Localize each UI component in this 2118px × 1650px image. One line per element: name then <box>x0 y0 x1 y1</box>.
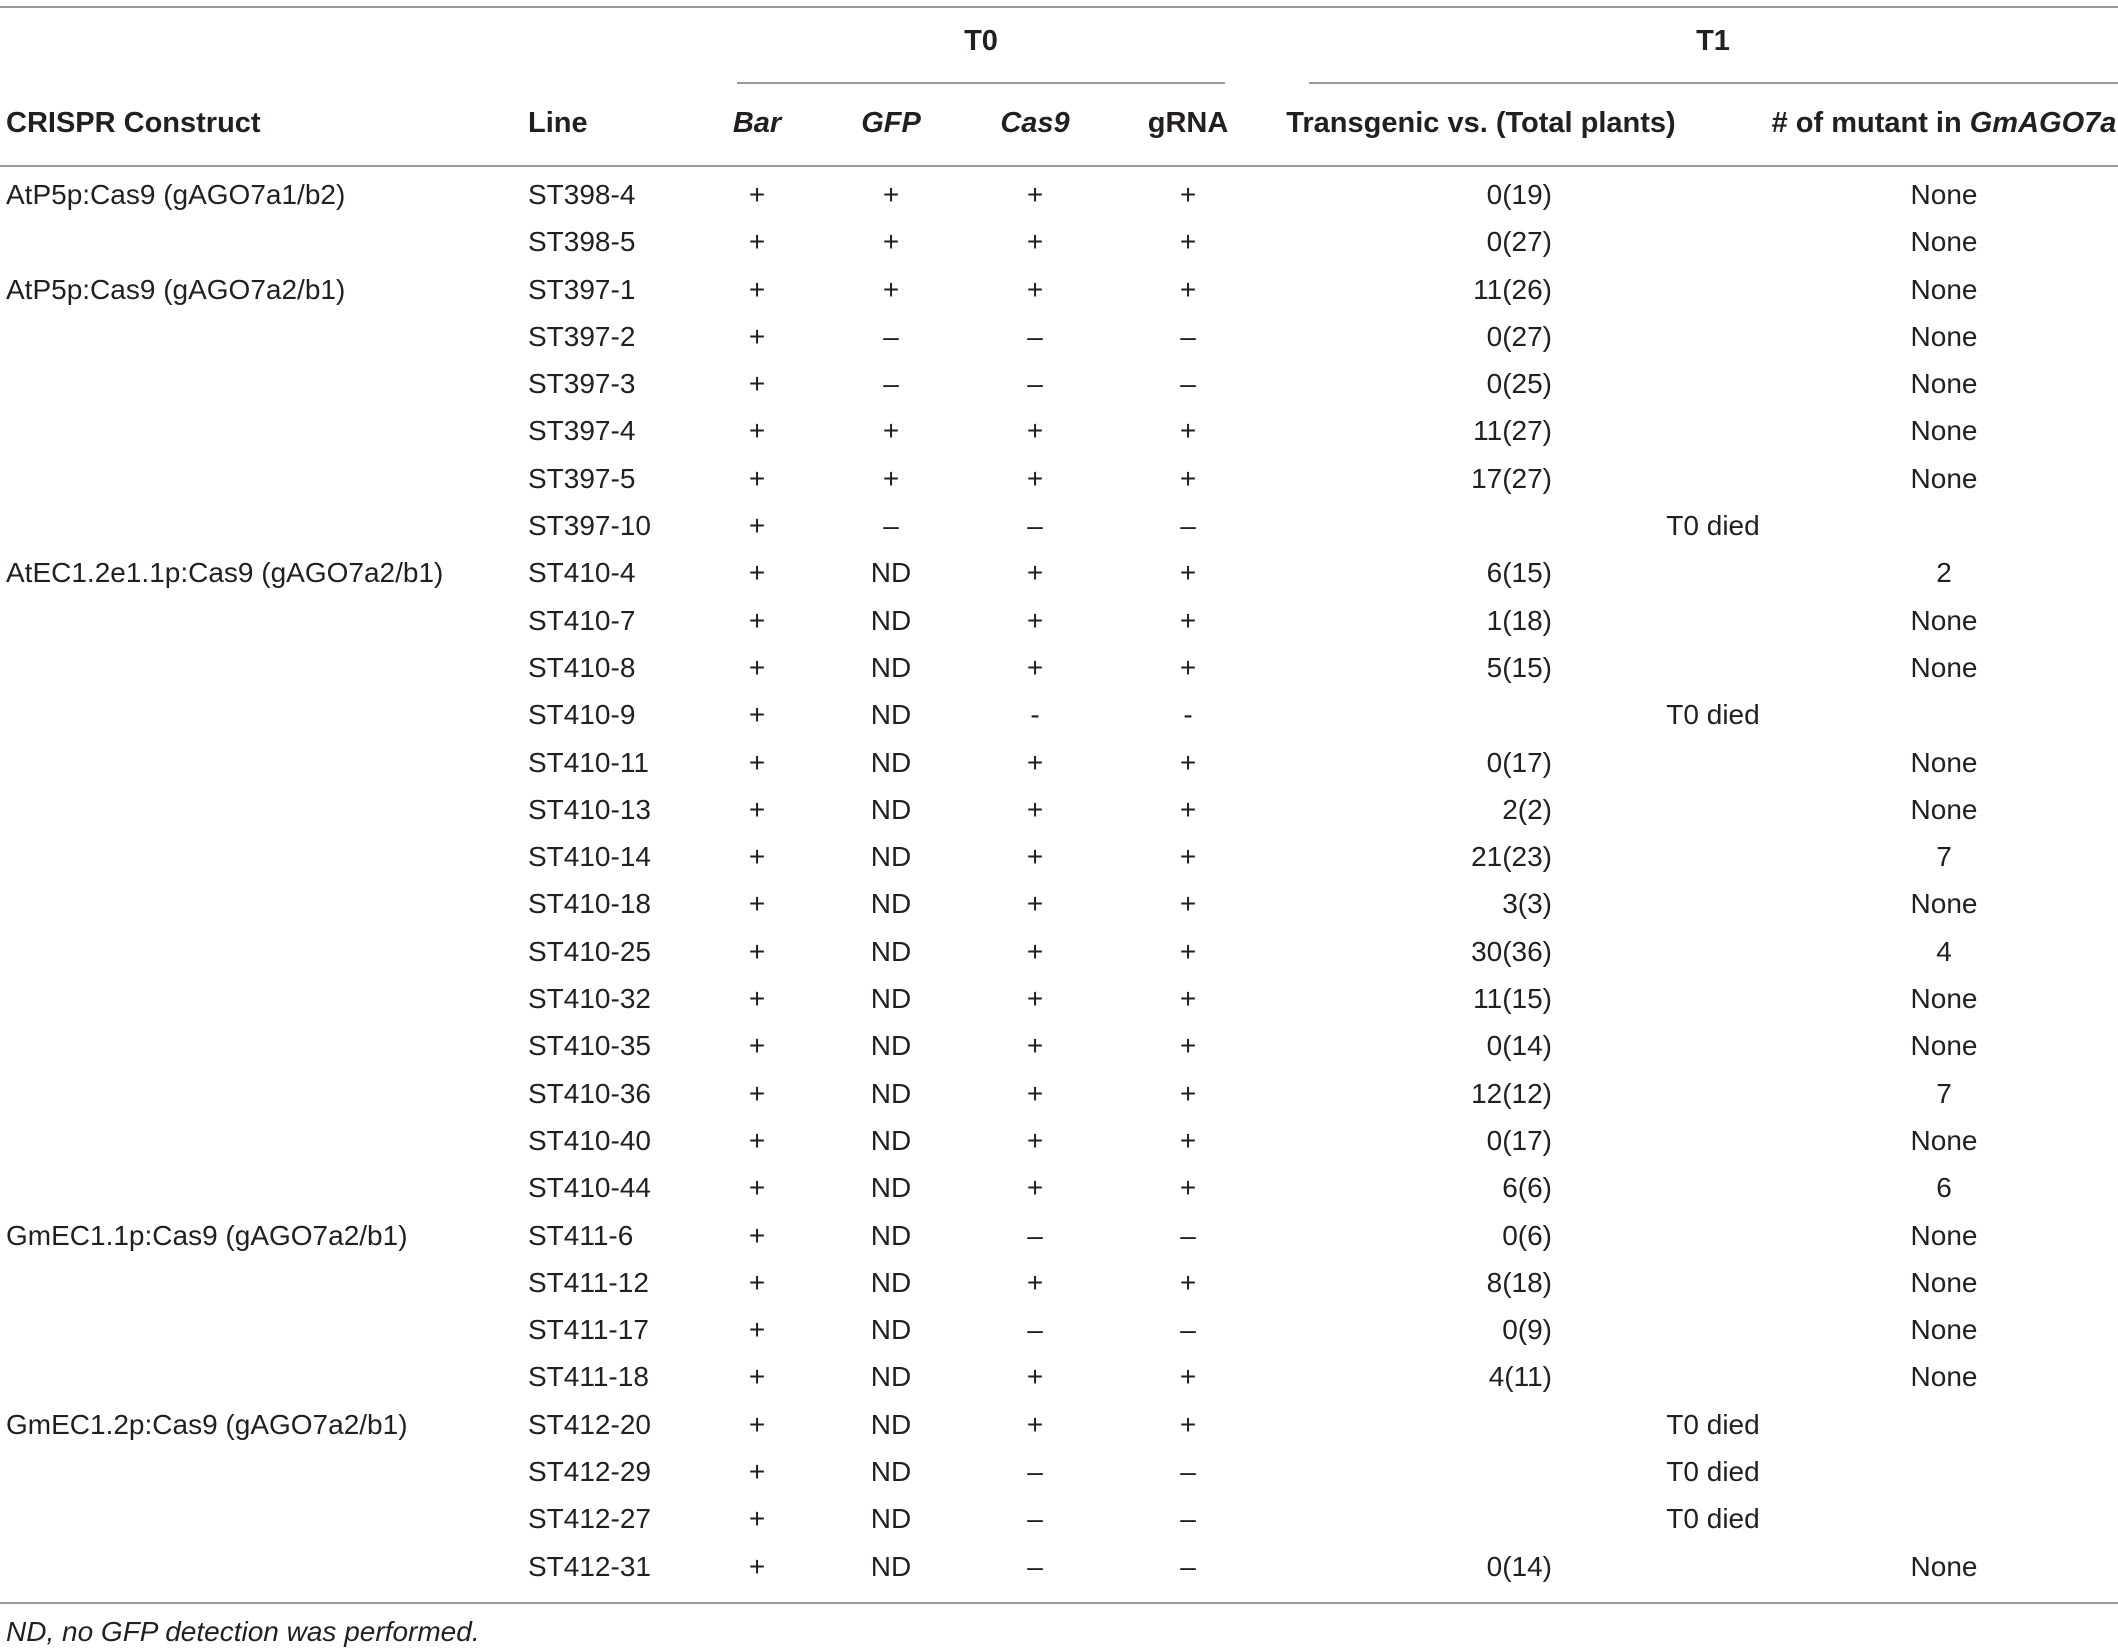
cell-bar-text: + <box>748 226 766 258</box>
cell-mutant-text: None <box>1910 793 1978 825</box>
table-row <box>0 1216 2118 1263</box>
cell-transgenic-text: 3(3) <box>1502 888 1552 920</box>
cell-bar-text: + <box>748 179 766 210</box>
cell-mutant-text: None <box>1910 1314 1978 1346</box>
cell-line: ST397-5 <box>528 462 636 494</box>
table-row <box>0 1074 2118 1121</box>
cell-mutant-text: None <box>1910 415 1978 447</box>
table-row <box>0 1452 2118 1499</box>
table-row <box>0 459 2118 506</box>
cell-construct: GmEC1.2p:Cas9 (gAGO7a2/b1) <box>6 1408 408 1440</box>
table-row <box>0 648 2118 695</box>
cell-cas9-text: + <box>1026 604 1044 636</box>
cell-grna-text: + <box>1179 1172 1197 1204</box>
cell-transgenic-text: 0(17) <box>1486 1124 1552 1156</box>
cell-gfp-text: ND <box>870 888 912 920</box>
cell-cas9-text: + <box>1026 1030 1044 1062</box>
table-row <box>0 270 2118 317</box>
cell-bar-text: + <box>748 1456 766 1488</box>
column-header-transgenic: Transgenic vs. (Total plants) <box>1286 107 1676 139</box>
cell-bar-text: + <box>748 699 766 731</box>
table-row <box>0 506 2118 553</box>
group-header-t0: T0 <box>964 25 998 57</box>
cell-gfp-text: ND <box>870 746 912 778</box>
cell-grna-text: + <box>1179 1124 1197 1156</box>
cell-cas9-text: + <box>1026 1361 1044 1393</box>
cell-grna-text: – <box>1180 1314 1196 1346</box>
cell-mutant-text: None <box>1910 651 1978 683</box>
table-row <box>0 222 2118 269</box>
cell-transgenic-text: 2(2) <box>1502 793 1552 825</box>
cell-line: ST410-25 <box>528 935 651 967</box>
cell-gfp-text: ND <box>870 1456 912 1488</box>
cell-mutant-text: 6 <box>1936 1172 1952 1204</box>
cell-line: ST412-27 <box>528 1503 651 1535</box>
cell-gfp-text: + <box>882 179 900 210</box>
cell-construct: AtP5p:Cas9 (gAGO7a1/b2) <box>6 179 346 210</box>
cell-bar-text: + <box>748 935 766 967</box>
cell-mutant-text: None <box>1910 604 1978 636</box>
column-header-line: Line <box>528 107 588 139</box>
cell-cas9-text: + <box>1026 557 1044 589</box>
column-header-bar: Bar <box>732 107 782 139</box>
cell-mutant-text: None <box>1910 320 1978 352</box>
column-header-mutant-prefix: # of mutant in <box>1771 107 1970 139</box>
cell-cas9-text: + <box>1026 983 1044 1015</box>
cell-bar-text: + <box>748 841 766 873</box>
table-row <box>0 1357 2118 1404</box>
cell-bar-text: + <box>748 1172 766 1204</box>
cell-gfp-text: ND <box>870 935 912 967</box>
table-row <box>0 1263 2118 1310</box>
table-bottom-rule <box>0 1602 2118 1604</box>
table-row <box>0 1547 2118 1594</box>
cell-cas9-text: + <box>1026 226 1044 258</box>
cell-mutant-text: 2 <box>1936 557 1952 589</box>
cell-line: ST412-29 <box>528 1456 651 1488</box>
cell-bar-text: + <box>748 510 766 542</box>
cell-gfp-text: ND <box>870 557 912 589</box>
cell-transgenic-text: 5(15) <box>1486 651 1552 683</box>
cell-grna-text: + <box>1179 462 1197 494</box>
cell-bar-text: + <box>748 1030 766 1062</box>
cell-transgenic-text: 0(27) <box>1486 320 1552 352</box>
cell-line: ST398-4 <box>528 179 636 210</box>
cell-transgenic-text: 0(14) <box>1486 1030 1552 1062</box>
cell-line: ST410-9 <box>528 699 636 731</box>
cell-line: ST412-20 <box>528 1408 651 1440</box>
cell-transgenic-text: 0(9) <box>1502 1314 1552 1346</box>
cell-mutant-text: None <box>1910 983 1978 1015</box>
cell-line: ST410-11 <box>528 746 649 778</box>
cell-mutant-text: None <box>1910 888 1978 920</box>
cell-gfp-text: ND <box>870 841 912 873</box>
cell-cas9-text: + <box>1026 651 1044 683</box>
cell-cas9-text: – <box>1027 1314 1043 1346</box>
table-row <box>0 837 2118 884</box>
cell-gfp-text: ND <box>870 604 912 636</box>
group-rule-t1 <box>1309 82 2118 84</box>
cell-transgenic-text: 17(27) <box>1471 462 1552 494</box>
column-header-grna: gRNA <box>1147 107 1229 139</box>
cell-gfp-text: + <box>882 462 900 494</box>
cell-grna-text: + <box>1179 557 1197 589</box>
cell-cas9-text: + <box>1026 1266 1044 1298</box>
table-row <box>0 884 2118 931</box>
cell-transgenic-text: 1(18) <box>1486 604 1552 636</box>
cell-gfp-text: – <box>883 510 899 542</box>
cell-cas9-text: + <box>1026 273 1044 305</box>
cell-gfp-text: ND <box>870 1314 912 1346</box>
cell-grna-text: + <box>1179 1408 1197 1440</box>
cell-gfp-text: ND <box>870 1124 912 1156</box>
cell-cas9-text: + <box>1026 179 1044 210</box>
cell-grna-text: + <box>1179 226 1197 258</box>
cell-bar-text: + <box>748 651 766 683</box>
table-row <box>0 175 2118 222</box>
table-row <box>0 932 2118 979</box>
cell-grna-text: – <box>1180 368 1196 400</box>
column-header-cas9: Cas9 <box>1000 107 1070 139</box>
cell-transgenic-text: 0(17) <box>1486 746 1552 778</box>
cell-mutant-text: None <box>1910 1266 1978 1298</box>
cell-gfp-text: ND <box>870 793 912 825</box>
cell-mutant-text: 7 <box>1936 1077 1952 1109</box>
table-row <box>0 1168 2118 1215</box>
cell-died-text: T0 died <box>1666 510 1760 542</box>
cell-cas9-text: + <box>1026 888 1044 920</box>
cell-cas9-text: – <box>1027 1219 1043 1251</box>
cell-mutant-text: None <box>1910 179 1978 210</box>
cell-transgenic-text: 8(18) <box>1486 1266 1552 1298</box>
cell-cas9-text: - <box>1030 699 1040 731</box>
cell-bar-text: + <box>748 557 766 589</box>
cell-line: ST410-4 <box>528 557 636 589</box>
cell-cas9-text: + <box>1026 1124 1044 1156</box>
cell-died-text: T0 died <box>1666 1456 1760 1488</box>
cell-line: ST410-13 <box>528 793 651 825</box>
cell-mutant-text: None <box>1910 1361 1978 1393</box>
cell-cas9-text: – <box>1027 320 1043 352</box>
cell-cas9-text: + <box>1026 793 1044 825</box>
cell-gfp-text: + <box>882 415 900 447</box>
table-row <box>0 1405 2118 1452</box>
cell-grna-text: + <box>1179 935 1197 967</box>
cell-bar-text: + <box>748 1550 766 1582</box>
table-row <box>0 364 2118 411</box>
cell-died-text: T0 died <box>1666 1503 1760 1535</box>
cell-mutant-text: None <box>1910 746 1978 778</box>
cell-bar-text: + <box>748 793 766 825</box>
cell-grna-text: – <box>1180 510 1196 542</box>
cell-line: ST397-1 <box>528 273 636 305</box>
cell-bar-text: + <box>748 1124 766 1156</box>
cell-line: ST410-40 <box>528 1124 651 1156</box>
cell-transgenic-text: 12(12) <box>1471 1077 1552 1109</box>
cell-line: ST411-17 <box>528 1314 649 1346</box>
cell-bar-text: + <box>748 983 766 1015</box>
cell-line: ST397-3 <box>528 368 636 400</box>
cell-gfp-text: + <box>882 226 900 258</box>
cell-gfp-text: ND <box>870 1266 912 1298</box>
cell-bar-text: + <box>748 746 766 778</box>
cell-bar-text: + <box>748 368 766 400</box>
column-header-mutant-gene: GmAGO7a <box>1969 107 2117 139</box>
cell-cas9-text: + <box>1026 462 1044 494</box>
cell-bar-text: + <box>748 320 766 352</box>
cell-cas9-text: – <box>1027 510 1043 542</box>
cell-gfp-text: ND <box>870 651 912 683</box>
cell-grna-text: – <box>1180 1219 1196 1251</box>
cell-line: ST412-31 <box>528 1550 651 1582</box>
cell-line: ST397-4 <box>528 415 636 447</box>
column-header-construct: CRISPR Construct <box>6 107 261 139</box>
cell-cas9-text: + <box>1026 746 1044 778</box>
cell-gfp-text: ND <box>870 1077 912 1109</box>
column-header-gfp: GFP <box>861 107 921 139</box>
cell-transgenic-text: 4(11) <box>1488 1361 1552 1393</box>
group-rule-t0 <box>737 82 1225 84</box>
cell-line: ST410-7 <box>528 604 636 636</box>
cell-cas9-text: + <box>1026 415 1044 447</box>
table-row <box>0 695 2118 742</box>
cell-gfp-text: ND <box>870 1361 912 1393</box>
cell-gfp-text: ND <box>870 1030 912 1062</box>
cell-bar-text: + <box>748 888 766 920</box>
cell-line: ST410-32 <box>528 983 651 1015</box>
cell-mutant-text: None <box>1910 1550 1978 1582</box>
cell-grna-text: + <box>1179 1077 1197 1109</box>
cell-gfp-text: ND <box>870 1172 912 1204</box>
table-row <box>0 979 2118 1026</box>
table-top-rule <box>0 6 2118 8</box>
cell-bar-text: + <box>748 1361 766 1393</box>
table-row <box>0 553 2118 600</box>
cell-mutant-text: None <box>1910 226 1978 258</box>
table-row <box>0 601 2118 648</box>
cell-transgenic-text: 11(15) <box>1473 983 1552 1015</box>
table-row <box>0 317 2118 364</box>
cell-cas9-text: – <box>1027 1550 1043 1582</box>
cell-bar-text: + <box>748 462 766 494</box>
cell-mutant-text: None <box>1910 1219 1978 1251</box>
table-footnote: ND, no GFP detection was performed. <box>6 1616 480 1647</box>
cell-died-text: T0 died <box>1666 699 1760 731</box>
cell-transgenic-text: 11(26) <box>1473 273 1552 305</box>
cell-cas9-text: + <box>1026 935 1044 967</box>
cell-cas9-text: + <box>1026 1408 1044 1440</box>
cell-gfp-text: ND <box>870 1503 912 1535</box>
cell-died-text: T0 died <box>1666 1408 1760 1440</box>
cell-gfp-text: ND <box>870 983 912 1015</box>
cell-cas9-text: – <box>1027 1503 1043 1535</box>
table-row <box>0 1121 2118 1168</box>
cell-cas9-text: – <box>1027 1456 1043 1488</box>
cell-cas9-text: + <box>1026 841 1044 873</box>
cell-gfp-text: ND <box>870 1408 912 1440</box>
cell-bar-text: + <box>748 273 766 305</box>
cell-gfp-text: – <box>883 320 899 352</box>
cell-line: ST398-5 <box>528 226 636 258</box>
cell-transgenic-text: 0(19) <box>1486 179 1552 210</box>
cell-mutant-text: 7 <box>1936 841 1952 873</box>
cell-mutant-text: None <box>1910 462 1978 494</box>
cell-transgenic-text: 0(27) <box>1486 226 1552 258</box>
cell-line: ST397-2 <box>528 320 636 352</box>
cell-grna-text: + <box>1179 888 1197 920</box>
header-rule <box>0 165 2118 167</box>
cell-gfp-text: ND <box>870 1550 912 1582</box>
cell-line: ST411-6 <box>528 1219 634 1251</box>
cell-grna-text: + <box>1179 415 1197 447</box>
table-row <box>0 1310 2118 1357</box>
cell-grna-text: + <box>1179 1030 1197 1062</box>
cell-bar-text: + <box>748 1503 766 1535</box>
table-row <box>0 790 2118 837</box>
cell-mutant-text: 4 <box>1936 935 1952 967</box>
cell-transgenic-text: 6(15) <box>1486 557 1552 589</box>
cell-transgenic-text: 0(25) <box>1486 368 1552 400</box>
table-body <box>0 175 2118 1594</box>
cell-bar-text: + <box>748 1314 766 1346</box>
cell-line: ST410-36 <box>528 1077 651 1109</box>
cell-mutant-text: None <box>1910 1030 1978 1062</box>
cell-transgenic-text: 11(27) <box>1473 415 1552 447</box>
cell-line: ST410-14 <box>528 841 651 873</box>
cell-grna-text: - <box>1183 699 1193 731</box>
cell-gfp-text: ND <box>870 699 912 731</box>
table-row <box>0 411 2118 458</box>
cell-transgenic-text: 0(6) <box>1502 1219 1552 1251</box>
cell-grna-text: + <box>1179 1266 1197 1298</box>
cell-construct: AtP5p:Cas9 (gAGO7a2/b1) <box>6 273 346 305</box>
cell-cas9-text: – <box>1027 368 1043 400</box>
cell-bar-text: + <box>748 604 766 636</box>
column-header-mutant <box>1772 106 2117 140</box>
cell-transgenic-text: 0(14) <box>1486 1550 1552 1582</box>
cell-grna-text: + <box>1179 1361 1197 1393</box>
table-row <box>0 1499 2118 1546</box>
cell-grna-text: + <box>1179 179 1197 210</box>
cell-line: ST410-18 <box>528 888 651 920</box>
table-row <box>0 1026 2118 1073</box>
cell-transgenic-text: 30(36) <box>1471 935 1552 967</box>
cell-cas9-text: + <box>1026 1077 1044 1109</box>
cell-grna-text: + <box>1179 273 1197 305</box>
cell-grna-text: + <box>1179 651 1197 683</box>
group-header-t1: T1 <box>1696 25 1730 57</box>
cell-transgenic-text: 6(6) <box>1502 1172 1552 1204</box>
cell-bar-text: + <box>748 1219 766 1251</box>
cell-bar-text: + <box>748 415 766 447</box>
cell-grna-text: + <box>1179 983 1197 1015</box>
cell-gfp-text: ND <box>870 1219 912 1251</box>
cell-cas9-text: + <box>1026 1172 1044 1204</box>
cell-bar-text: + <box>748 1266 766 1298</box>
cell-line: ST411-12 <box>528 1266 649 1298</box>
cell-grna-text: – <box>1180 320 1196 352</box>
cell-bar-text: + <box>748 1408 766 1440</box>
cell-mutant-text: None <box>1910 273 1978 305</box>
cell-grna-text: – <box>1180 1550 1196 1582</box>
table-row <box>0 743 2118 790</box>
cell-grna-text: + <box>1179 746 1197 778</box>
cell-grna-text: – <box>1180 1456 1196 1488</box>
cell-line: ST410-44 <box>528 1172 651 1204</box>
cell-line: ST397-10 <box>528 510 651 542</box>
cell-line: ST411-18 <box>528 1361 649 1393</box>
cell-grna-text: + <box>1179 793 1197 825</box>
cell-grna-text: + <box>1179 841 1197 873</box>
cell-gfp-text: + <box>882 273 900 305</box>
cell-mutant-text: None <box>1910 368 1978 400</box>
cell-gfp-text: – <box>883 368 899 400</box>
cell-line: ST410-35 <box>528 1030 651 1062</box>
cell-grna-text: + <box>1179 604 1197 636</box>
cell-grna-text: – <box>1180 1503 1196 1535</box>
cell-mutant-text: None <box>1910 1124 1978 1156</box>
cell-line: ST410-8 <box>528 651 636 683</box>
cell-bar-text: + <box>748 1077 766 1109</box>
cell-construct: AtEC1.2e1.1p:Cas9 (gAGO7a2/b1) <box>6 557 444 589</box>
cell-transgenic-text: 21(23) <box>1471 841 1552 873</box>
cell-construct: GmEC1.1p:Cas9 (gAGO7a2/b1) <box>6 1219 408 1251</box>
